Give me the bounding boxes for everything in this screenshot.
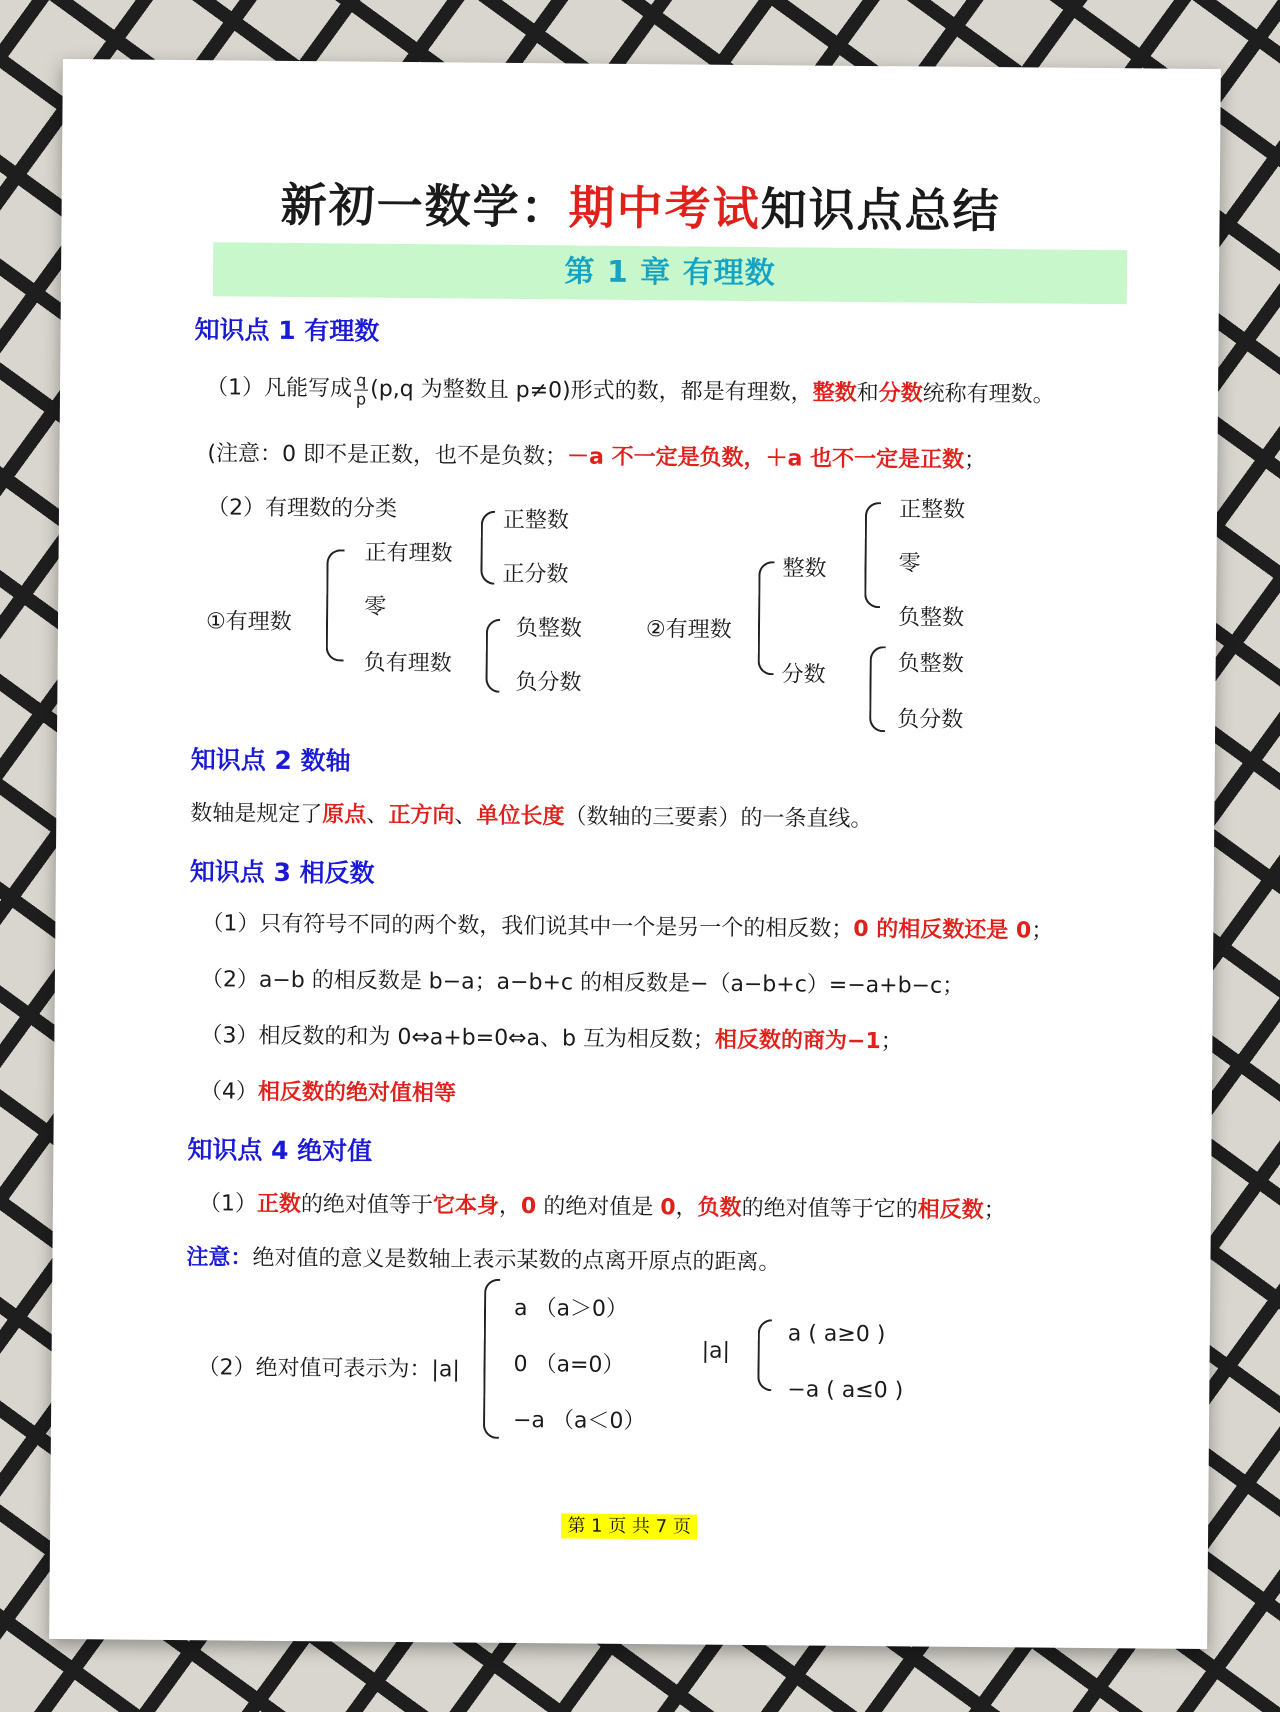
tree1-negative: 负有理数 <box>363 650 452 677</box>
kp4-l1-r5: 负数 <box>697 1195 742 1221</box>
tree1-root: ①有理数 <box>205 609 292 635</box>
kp2-term-unit: 单位长度 <box>476 803 565 830</box>
kp3-heading: 知识点 3 相反数 <box>189 857 375 888</box>
kp2-sep-1: 、 <box>366 802 389 828</box>
document-page <box>49 59 1221 1649</box>
kp2-term-direction: 正方向 <box>388 802 455 829</box>
kp4-l1-p6: 的绝对值等于它的 <box>741 1195 918 1223</box>
chapter-banner: 第 1 章 有理数 <box>213 242 1127 304</box>
kp4-l1-p3: ， <box>498 1193 522 1220</box>
abs-case-b1: a ( a≥0 ) <box>787 1321 886 1348</box>
kp4-heading: 知识点 4 绝对值 <box>187 1135 373 1166</box>
fraction-denominator: p <box>355 389 367 409</box>
kp1-line1 <box>206 366 1055 417</box>
tree1-brace-main <box>326 549 345 661</box>
kp2-text-p1: 数轴是规定了 <box>190 801 323 828</box>
kp1-line1-prefix: （1）凡能写成 <box>205 375 353 402</box>
kp3-line1-suffix: ； <box>1031 918 1054 944</box>
tree2-frac-b: 负分数 <box>897 707 964 733</box>
kp1-note <box>207 436 986 474</box>
title-part-2: 知识点总结 <box>760 182 1001 239</box>
kp4-note-label: 注意： <box>186 1245 253 1271</box>
tree1-neg-int: 负整数 <box>515 615 583 642</box>
tree1-brace-positive <box>480 511 495 585</box>
tree2-brace-fraction <box>869 646 886 732</box>
kp1-line1-and: 和 <box>856 380 879 407</box>
kp1-line1-suffix: 统称有理数。 <box>922 381 1055 408</box>
kp2-heading: 知识点 2 数轴 <box>190 745 351 776</box>
kp1-classify-label: （2）有理数的分类 <box>206 495 398 522</box>
kp3-line4 <box>200 1074 456 1107</box>
tree2-brace-integer <box>864 502 881 608</box>
kp3-line4-highlight: 相反数的绝对值相等 <box>257 1079 457 1107</box>
kp4-l1-r1: 正数 <box>256 1191 302 1218</box>
tree1-brace-negative <box>485 619 500 693</box>
tree1-neg-frac: 负分数 <box>515 669 582 696</box>
kp3-line1 <box>201 906 1053 944</box>
kp4-l1-r6: 相反数 <box>917 1197 984 1224</box>
kp1-note-highlight: －a 不一定是负数，＋a 也不一定是正数 <box>566 444 965 473</box>
kp2-term-origin: 原点 <box>322 802 367 828</box>
page-title <box>61 167 1220 243</box>
tree2-integer: 整数 <box>782 556 827 582</box>
kp4-line2-label: （2）绝对值可表示为：|a| <box>197 1355 460 1383</box>
kp1-term-fraction: 分数 <box>878 381 923 407</box>
kp3-line1-prefix: （1）只有符号不同的两个数，我们说其中一个是另一个的相反数； <box>201 911 854 942</box>
tree1-positive: 正有理数 <box>364 540 453 567</box>
abs-b-label: |a| <box>701 1338 731 1364</box>
abs-case-a1: a （a＞0） <box>513 1295 629 1322</box>
kp1-line1-mid: (p,q 为整数且 p≠0)形式的数，都是有理数， <box>370 376 813 406</box>
kp3-line3-highlight: 相反数的商为−1 <box>714 1027 881 1055</box>
kp4-note <box>186 1240 780 1276</box>
abs-brace-a <box>483 1279 500 1439</box>
tree2-pos-int: 正整数 <box>898 497 966 523</box>
abs-brace-b <box>757 1319 772 1391</box>
kp1-heading: 知识点 1 有理数 <box>194 315 380 346</box>
kp3-line1-highlight: 0 的相反数还是 0 <box>853 916 1032 944</box>
page-footer <box>50 1507 1208 1543</box>
kp3-line2: （2）a−b 的相反数是 b−a；a−b+c 的相反数是−（a−b+c）=−a+b−c； <box>200 967 965 999</box>
kp4-line1 <box>199 1186 1006 1224</box>
kp4-l1-r3: 0 <box>520 1194 537 1220</box>
kp1-note-suffix: ； <box>963 447 987 474</box>
tree1-pos-int: 正整数 <box>502 507 570 534</box>
fraction-numerator: q <box>354 371 368 390</box>
tree2-brace-main <box>758 561 775 675</box>
kp2-sep-2: 、 <box>454 803 477 829</box>
kp1-term-integer: 整数 <box>812 380 857 406</box>
tree2-neg-int: 负整数 <box>897 605 965 631</box>
kp4-l1-p7: ； <box>983 1198 1006 1224</box>
kp3-line3 <box>200 1018 903 1055</box>
tree1-pos-frac: 正分数 <box>502 561 569 588</box>
abs-case-a2: 0 （a=0） <box>513 1351 625 1378</box>
kp1-note-prefix: (注意：0 即不是正数，也不是负数； <box>207 441 568 470</box>
kp4-l1-r2: 它本身 <box>432 1193 500 1219</box>
fraction-q-over-p <box>354 371 368 408</box>
title-highlight: 期中考试 <box>568 180 761 237</box>
title-part-1: 新初一数学： <box>280 177 569 235</box>
kp2-text <box>190 796 872 833</box>
abs-case-a3: −a （a＜0） <box>512 1407 646 1435</box>
abs-case-b2: −a ( a≤0 ) <box>787 1377 904 1404</box>
kp4-note-text: 绝对值的意义是数轴上表示某数的点离开原点的距离。 <box>252 1245 781 1276</box>
kp4-l1-p5: ， <box>675 1195 698 1221</box>
tree2-frac-a: 负整数 <box>897 651 964 677</box>
kp2-text-p2: （数轴的三要素）的一条直线。 <box>564 804 873 833</box>
kp3-line4-prefix: （4） <box>199 1079 259 1105</box>
tree2-fraction: 分数 <box>781 662 826 688</box>
kp4-l1-p1: （1） <box>198 1191 258 1217</box>
kp3-line3-suffix: ； <box>880 1029 903 1055</box>
page-number: 第 1 页 共 7 页 <box>561 1513 697 1539</box>
tree1-zero: 零 <box>364 594 387 620</box>
tree2-root: ②有理数 <box>645 617 732 643</box>
kp4-l1-p4: 的绝对值是 <box>536 1194 661 1221</box>
kp4-l1-p2: 的绝对值等于 <box>300 1192 434 1219</box>
tree2-zero: 零 <box>898 551 921 577</box>
kp3-line3-prefix: （3）相反数的和为 0⇔a+b=0⇔a、b 互为相反数； <box>200 1023 716 1053</box>
kp4-l1-r4: 0 <box>660 1195 676 1221</box>
